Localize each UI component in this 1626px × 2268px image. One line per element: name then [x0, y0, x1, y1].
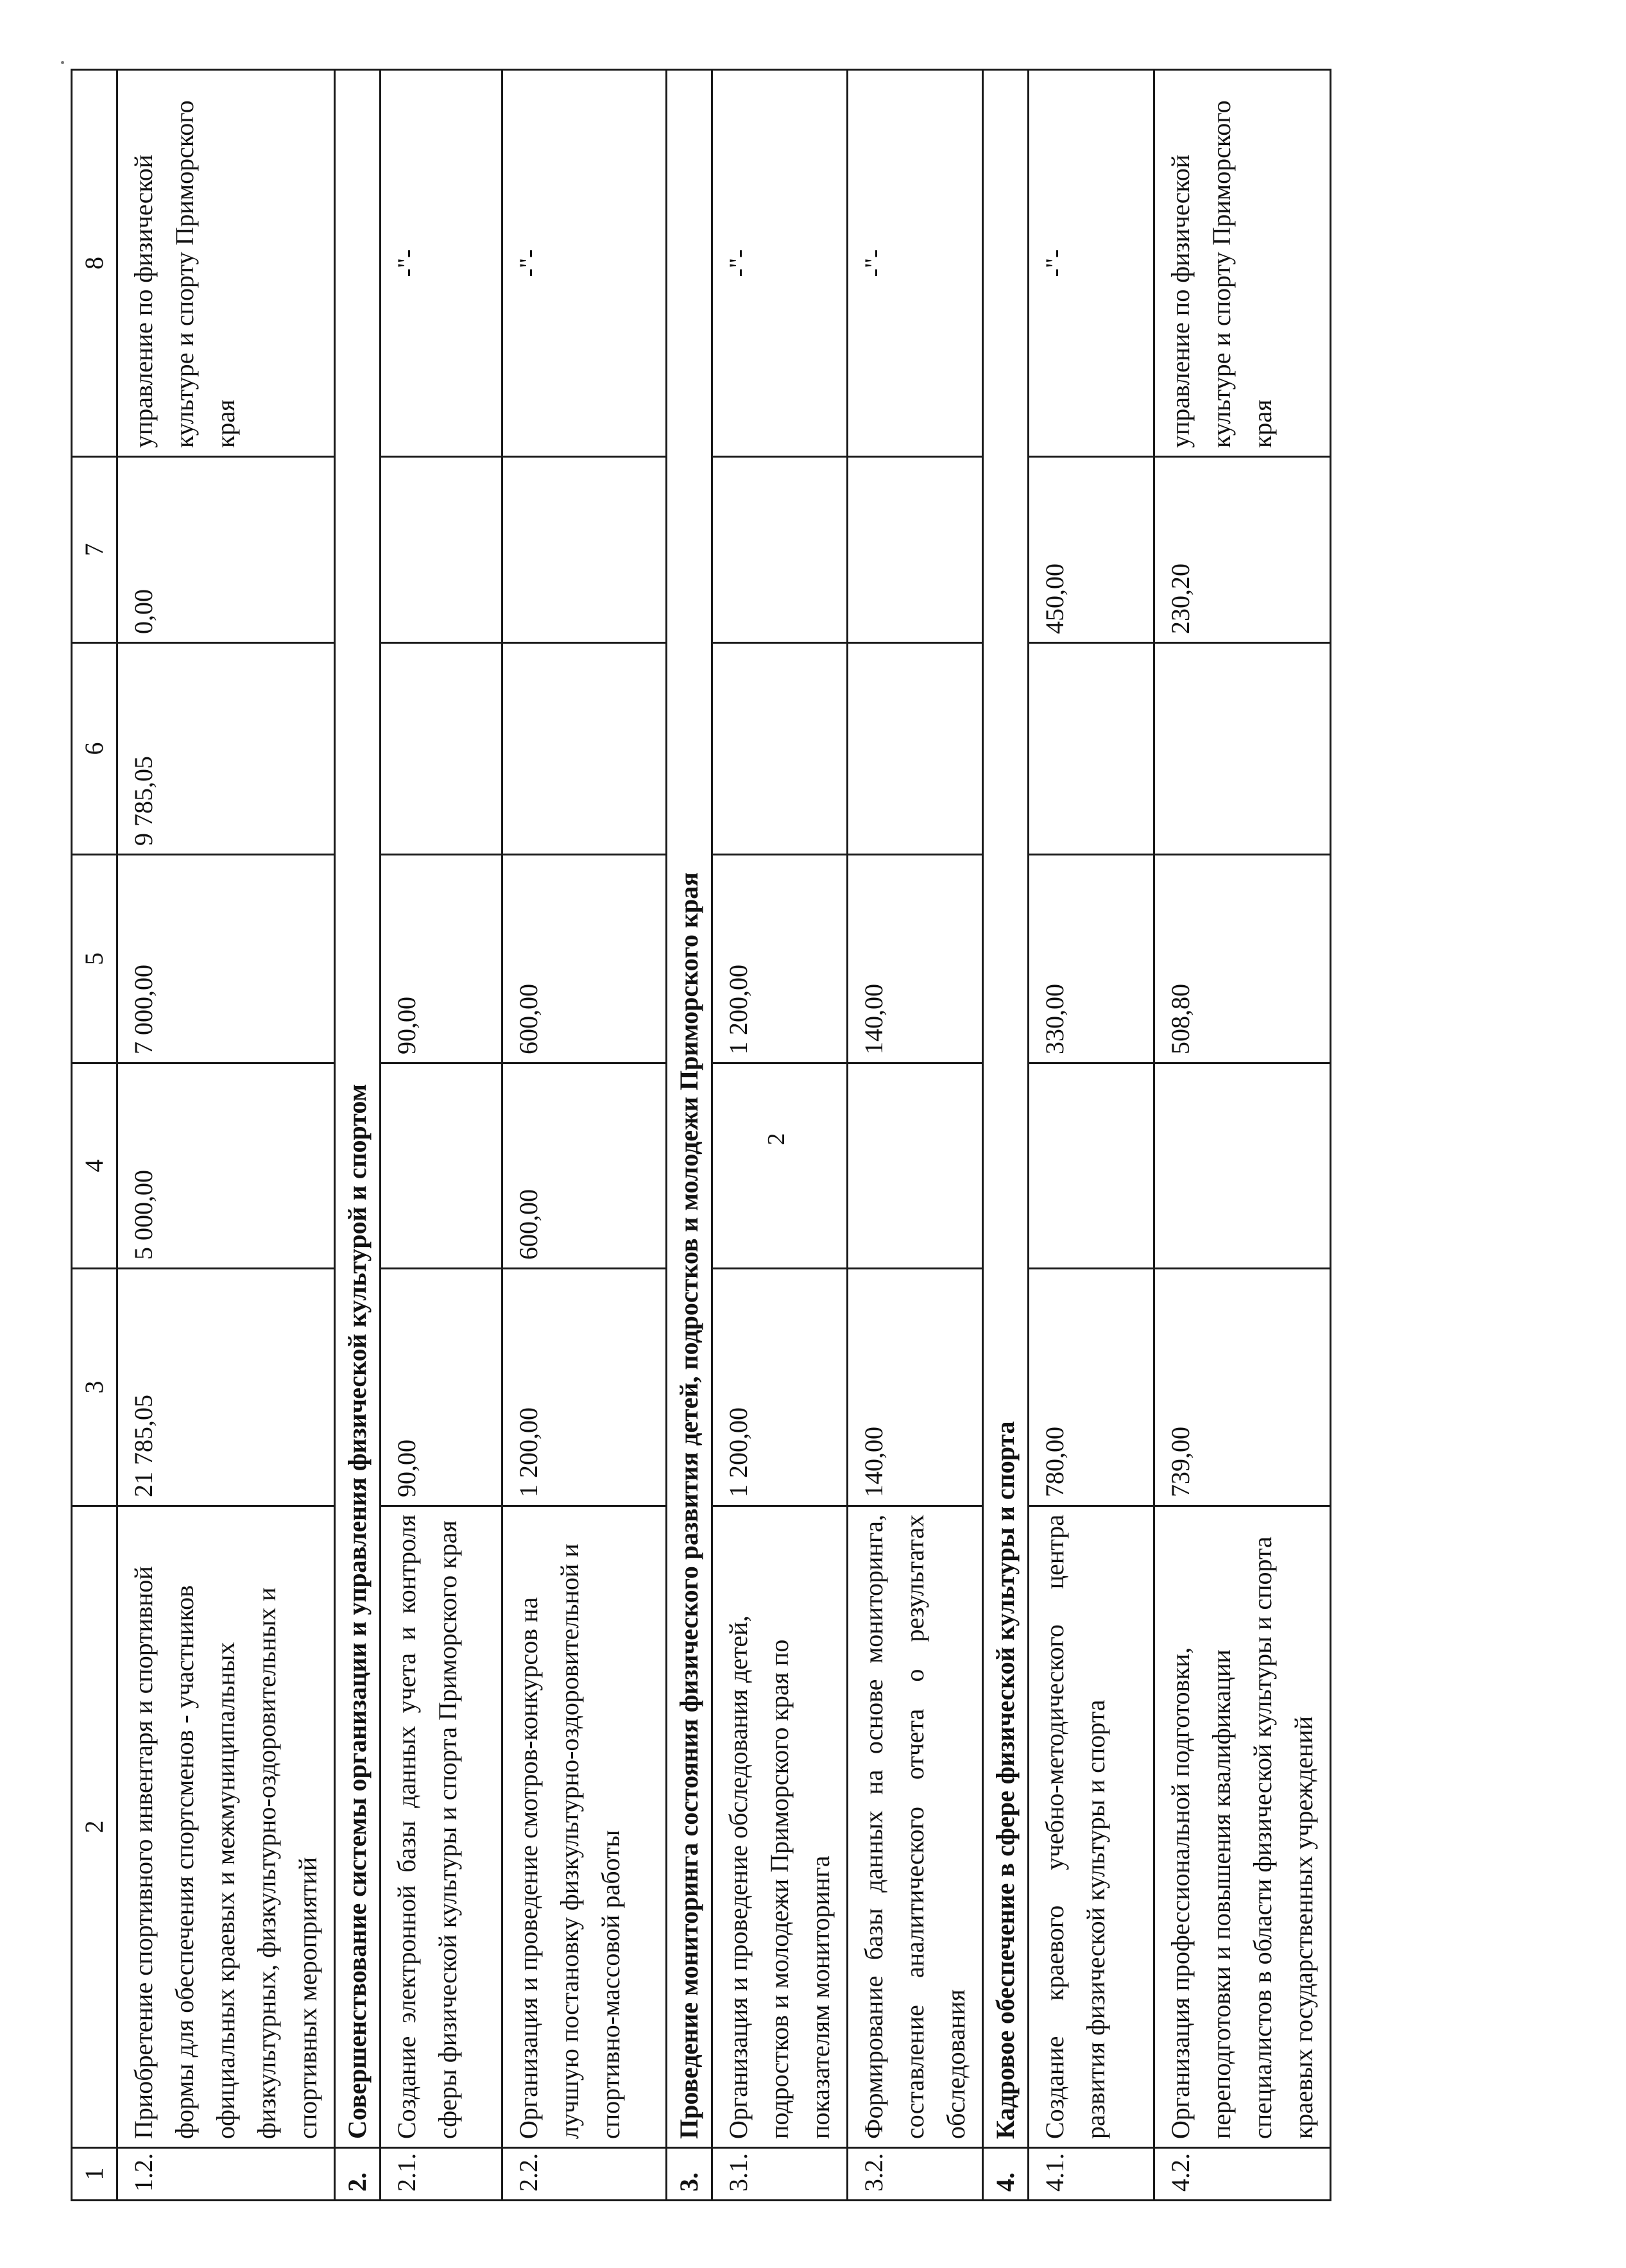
amount-col-7: [381, 457, 502, 643]
section-title: Проведение мониторинга состояния физического развития детей, подростков и молодежи Приморского края: [667, 70, 712, 2148]
amount-col-5: 1 200,00: [712, 855, 848, 1063]
section-title: Совершенствование системы организации и управления физической культурой и спортом: [335, 70, 381, 2148]
section-row: [667, 70, 712, 2201]
responsible-executor: -"-: [502, 70, 667, 457]
amount-col-7: 0,00: [117, 457, 335, 643]
total-amount: 1 200,00: [712, 1269, 848, 1506]
column-number-1: 1: [72, 2148, 117, 2201]
item-number: 2.2.: [502, 2148, 667, 2201]
column-number-6: 6: [72, 643, 117, 855]
table-row: [117, 70, 335, 2201]
amount-col-7: [712, 457, 848, 643]
item-description: Создание электронной базы данных учета и контроля сферы физической культуры и спорта Приморского края: [381, 1506, 502, 2148]
table-row: [502, 70, 667, 2201]
scan-speck: [61, 61, 64, 64]
responsible-executor: -"-: [381, 70, 502, 457]
item-description: Создание краевого учебно-методического центра развития физической культуры и спорта: [1029, 1506, 1154, 2148]
amount-col-6: [848, 643, 983, 855]
amount-col-4: [848, 1063, 983, 1269]
amount-col-4: [712, 1063, 848, 1269]
amount-col-5: 330,00: [1029, 855, 1154, 1063]
item-number: 3.2.: [848, 2148, 983, 2201]
table-body: [72, 70, 1331, 2201]
item-description: Организация и проведение смотров-конкурсов на лучшую постановку физкультурно-оздоровительной и спортивно-массовой работы: [502, 1506, 667, 2148]
amount-col-6: [502, 643, 667, 855]
item-number: 1.2.: [117, 2148, 335, 2201]
column-number-4: 4: [72, 1063, 117, 1269]
total-amount: 1 200,00: [502, 1269, 667, 1506]
amount-col-4: [1154, 1063, 1331, 1269]
amount-col-5: 90,00: [381, 855, 502, 1063]
item-number: 2.1.: [381, 2148, 502, 2201]
amount-col-4: 5 000,00: [117, 1063, 335, 1269]
section-title: Кадровое обеспечение в сфере физической культуры и спорта: [983, 70, 1029, 2148]
item-description: Организация профессиональной подготовки, переподготовки и повышения квалификации специалистов в области физической культуры и спорта краевых государственных учреждений: [1154, 1506, 1331, 2148]
amount-col-5: 508,80: [1154, 855, 1331, 1063]
amount-col-6: 9 785,05: [117, 643, 335, 855]
amount-col-7: [848, 457, 983, 643]
amount-col-7: 450,00: [1029, 457, 1154, 643]
column-number-7: 7: [72, 457, 117, 643]
page-number: 2: [763, 1133, 790, 1146]
item-number: 3.1.: [712, 2148, 848, 2201]
amount-col-4: [1029, 1063, 1154, 1269]
amount-col-5: 600,00: [502, 855, 667, 1063]
responsible-executor: -"-: [1029, 70, 1154, 457]
section-number: 2.: [335, 2148, 381, 2201]
column-number-row: [72, 70, 117, 2201]
column-number-3: 3: [72, 1269, 117, 1506]
item-number: 4.1.: [1029, 2148, 1154, 2201]
total-amount: 780,00: [1029, 1269, 1154, 1506]
amount-col-7: 230,20: [1154, 457, 1331, 643]
column-number-2: 2: [72, 1506, 117, 2148]
section-row: [983, 70, 1029, 2201]
rotated-page-content: [71, 71, 1579, 2201]
column-number-8: 8: [72, 70, 117, 457]
total-amount: 90,00: [381, 1269, 502, 1506]
total-amount: 140,00: [848, 1269, 983, 1506]
amount-col-5: 7 000,00: [117, 855, 335, 1063]
table-row: [712, 70, 848, 2201]
table-row: [1154, 70, 1331, 2201]
responsible-executor: -"-: [712, 70, 848, 457]
total-amount: 21 785,05: [117, 1269, 335, 1506]
responsible-executor: управление по физической культуре и спорту Приморского края: [1154, 70, 1331, 457]
table-row: [381, 70, 502, 2201]
item-description: Организация и проведение обследования детей, подростков и молодежи Приморского края по показателям мониторинга: [712, 1506, 848, 2148]
program-activities-table: [71, 69, 1331, 2201]
item-number: 4.2.: [1154, 2148, 1331, 2201]
amount-col-6: [1154, 643, 1331, 855]
total-amount: 739,00: [1154, 1269, 1331, 1506]
section-number: 4.: [983, 2148, 1029, 2201]
item-description: Приобретение спортивного инвентаря и спортивной формы для обеспечения спортсменов - участников официальных краевых и межмуниципальных физкультурных, физкультурно-оздоровительных и спортивных мероприятий: [117, 1506, 335, 2148]
amount-col-4: 600,00: [502, 1063, 667, 1269]
item-description: Формирование базы данных на основе мониторинга, составление аналитического отчета о результатах обследования: [848, 1506, 983, 2148]
section-row: [335, 70, 381, 2201]
section-number: 3.: [667, 2148, 712, 2201]
amount-col-6: [1029, 643, 1154, 855]
amount-col-6: [712, 643, 848, 855]
table-row: [848, 70, 983, 2201]
responsible-executor: управление по физической культуре и спорту Приморского края: [117, 70, 335, 457]
amount-col-7: [502, 457, 667, 643]
amount-col-6: [381, 643, 502, 855]
table-row: [1029, 70, 1154, 2201]
responsible-executor: -"-: [848, 70, 983, 457]
amount-col-5: 140,00: [848, 855, 983, 1063]
amount-col-4: [381, 1063, 502, 1269]
column-number-5: 5: [72, 855, 117, 1063]
